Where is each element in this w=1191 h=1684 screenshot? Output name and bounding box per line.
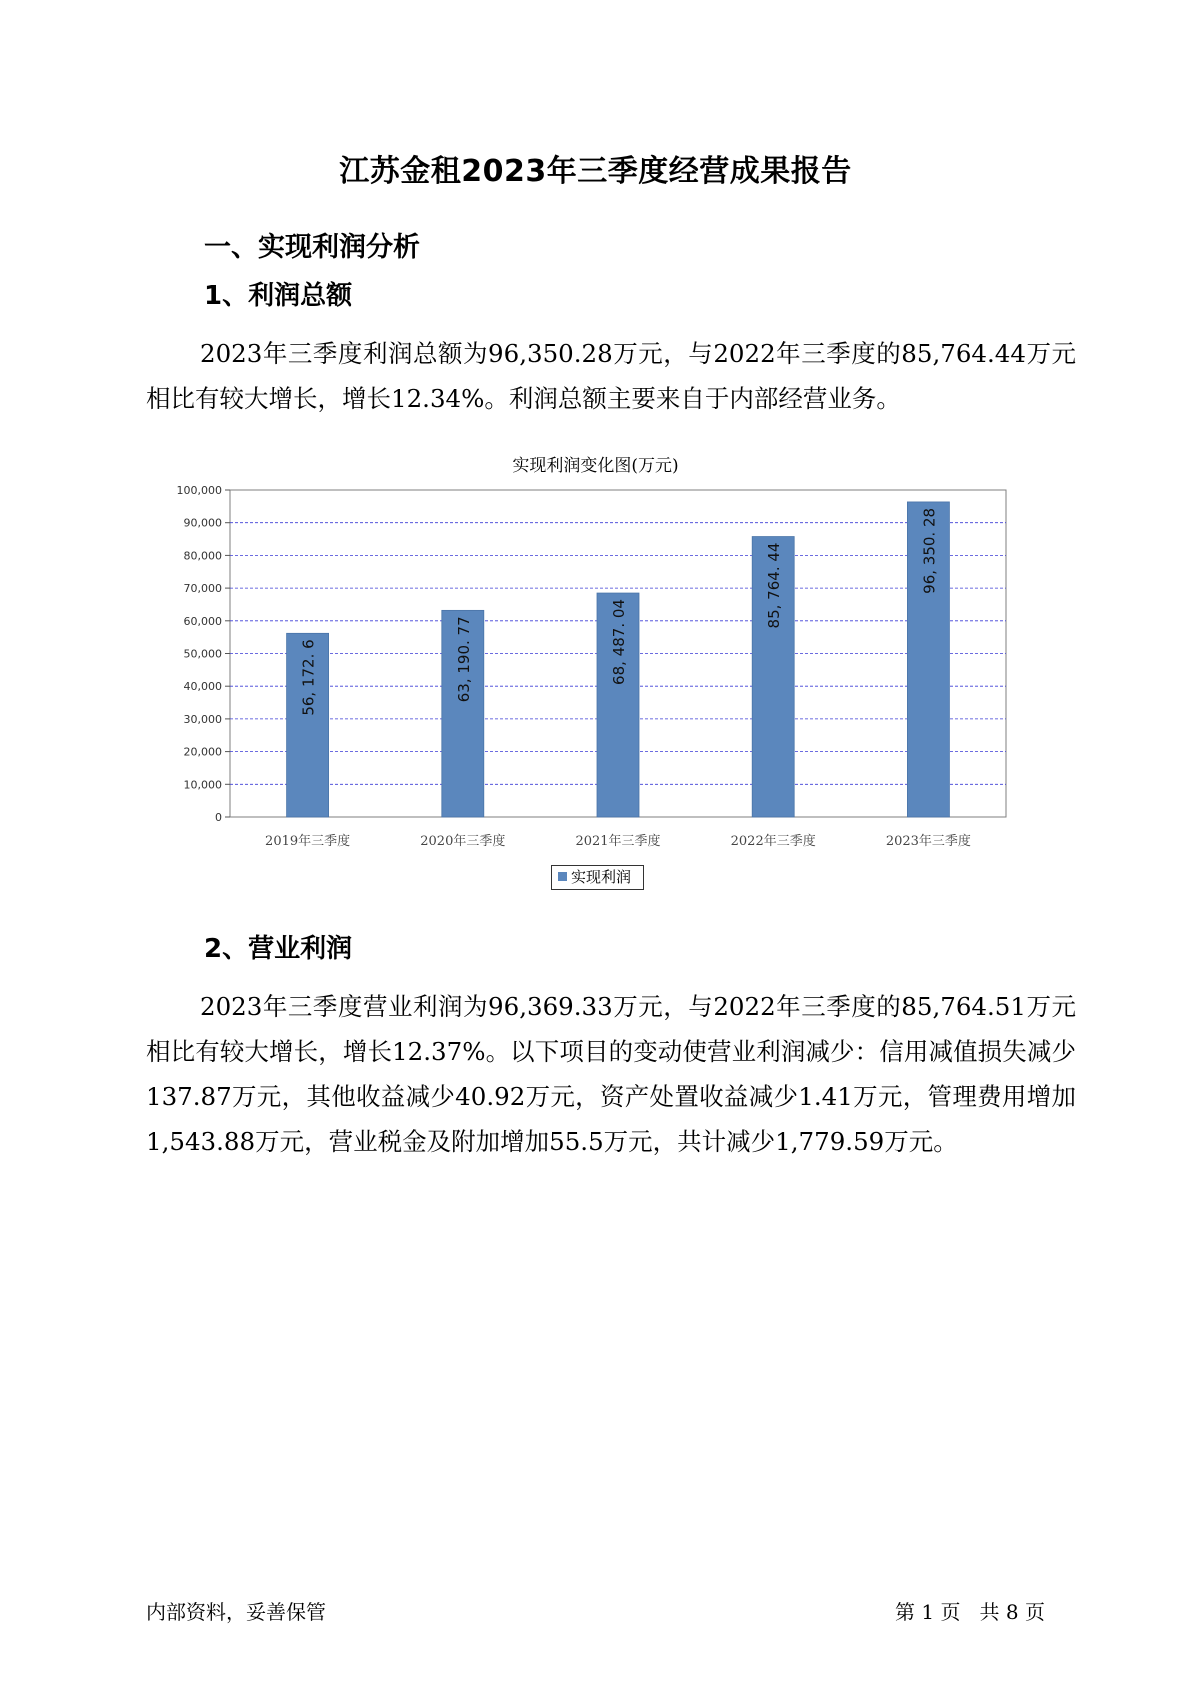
- bar-data-label: 56, 172. 6: [299, 639, 318, 716]
- legend-swatch: [558, 872, 567, 881]
- y-tick-label: 40,000: [183, 680, 222, 694]
- legend-label: 实现利润: [571, 868, 632, 886]
- bar-data-label: 96, 350. 28: [920, 507, 939, 594]
- y-tick-label: 0: [215, 811, 222, 824]
- chart-legend: [551, 865, 644, 890]
- x-tick-label: 2022年三季度: [730, 834, 816, 849]
- y-tick-label: 30,000: [183, 712, 222, 726]
- profit-bar-chart: [160, 478, 1020, 863]
- total-profit-paragraph: 2023年三季度利润总额为96,350.28万元，与2022年三季度的85,764.44万元相比有较大增长，增长12.34%。利润总额主要来自于内部经营业务。: [146, 339, 1076, 413]
- operating-profit-paragraph: 2023年三季度营业利润为96,369.33万元，与2022年三季度的85,764.51万元相比有较大增长，增长12.37%。以下项目的变动使营业利润减少：信用减值损失减少137.87万元，其他收益减少40.92万元，资产处置收益减少1.41万元，管理费用增加1,543.88万元，营业税金及附加增加55.5万元，共计减少1,779.59万元。: [146, 992, 1076, 1156]
- y-tick-label: 10,000: [183, 778, 222, 792]
- y-tick-label: 80,000: [183, 549, 222, 563]
- subsection-heading-total-profit: 1、利润总额: [204, 281, 353, 311]
- y-tick-label: 70,000: [183, 582, 222, 596]
- x-tick-label: 2023年三季度: [885, 834, 971, 849]
- footer-confidential-note: 内部资料，妥善保管: [146, 1600, 326, 1624]
- subsection-heading-operating-profit: 2、营业利润: [204, 934, 353, 964]
- x-tick-label: 2021年三季度: [575, 834, 661, 849]
- bar-data-label: 85, 764. 44: [765, 542, 784, 629]
- chart-title: 实现利润变化图(万元): [512, 456, 679, 476]
- y-tick-label: 100,000: [176, 484, 222, 497]
- bar-data-label: 63, 190. 77: [454, 616, 473, 703]
- footer-page-number: 第 1 页 共 8 页: [895, 1600, 1045, 1624]
- y-tick-label: 50,000: [183, 647, 222, 661]
- x-tick-label: 2020年三季度: [420, 834, 506, 849]
- x-tick-label: 2019年三季度: [265, 834, 351, 849]
- y-tick-label: 20,000: [183, 745, 222, 759]
- y-tick-label: 60,000: [183, 614, 222, 628]
- section-heading-profit-analysis: 一、实现利润分析: [204, 232, 420, 263]
- bar-data-label: 68, 487. 04: [610, 599, 628, 685]
- y-tick-label: 90,000: [183, 516, 222, 530]
- document-title: 江苏金租2023年三季度经营成果报告: [339, 154, 852, 189]
